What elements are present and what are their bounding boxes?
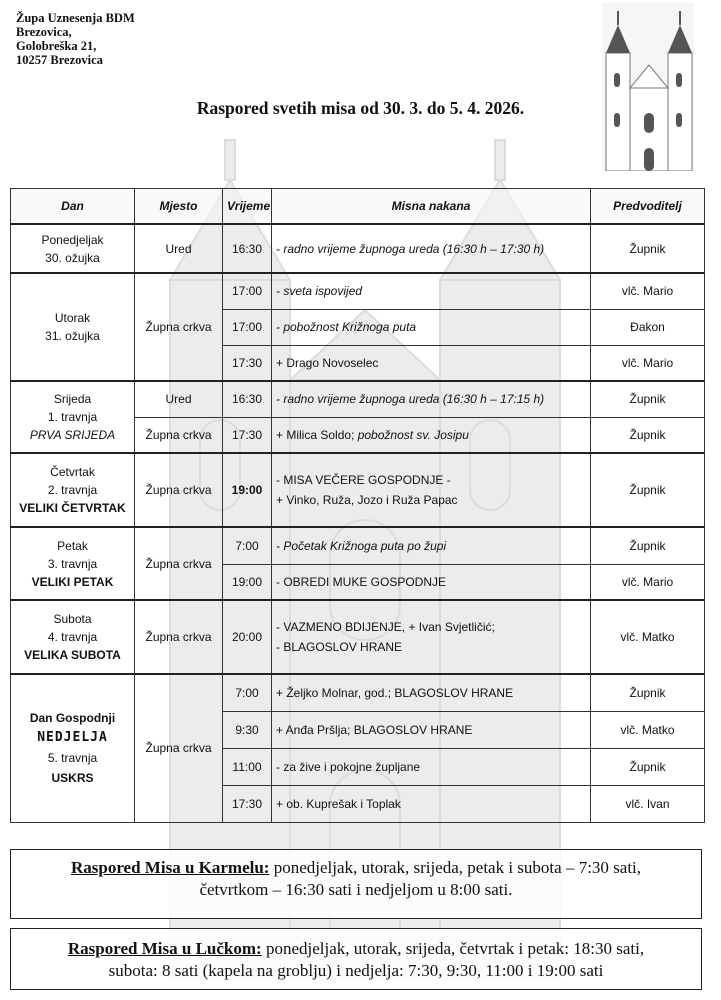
place-cell: Ured	[135, 381, 223, 417]
day-sunday-label: NEDJELJA	[37, 730, 108, 746]
day-cell-friday	[11, 527, 135, 600]
day-name: Dan Gospodnji	[29, 711, 116, 726]
table-row	[11, 381, 705, 417]
time-cell: 17:30	[223, 345, 272, 381]
leader-cell: Župnik	[591, 453, 705, 527]
intent-line: - MISA VEČERE GOSPODNJE -	[276, 473, 451, 487]
intent-line: + Vinko, Ruža, Jozo i Ruža Papac	[276, 493, 458, 507]
table-row	[11, 674, 705, 711]
intent-cell	[272, 600, 591, 674]
leader-cell: Župnik	[591, 417, 705, 453]
leader-cell: Župnik	[591, 748, 705, 785]
day-date: 31. ožujka	[45, 329, 100, 343]
header-predvoditelj: Predvoditelj	[591, 189, 705, 225]
day-note: VELIKA SUBOTA	[24, 648, 121, 662]
header-nakana: Misna nakana	[272, 189, 591, 225]
day-note: VELIKI PETAK	[31, 574, 114, 589]
table-row	[11, 600, 705, 674]
time-cell: 17:00	[223, 273, 272, 309]
time-cell: 7:00	[223, 527, 272, 564]
karmel-label: Raspored Misa u Karmelu:	[70, 858, 270, 877]
time-cell: 17:00	[223, 309, 272, 345]
time-cell: 17:30	[223, 785, 272, 822]
intent-cell: - za žive i pokojne župljane	[272, 748, 591, 785]
leader-cell: Đakon	[591, 309, 705, 345]
intent-cell: + Željko Molnar, god.; BLAGOSLOV HRANE	[272, 674, 591, 711]
day-cell-monday	[11, 224, 135, 273]
mass-schedule-table	[10, 188, 705, 823]
leader-cell: Župnik	[591, 527, 705, 564]
day-date: 1. travnja	[47, 410, 98, 424]
place-cell: Župna crkva	[135, 273, 223, 381]
place-cell: Župna crkva	[135, 674, 223, 822]
time-cell: 16:30	[223, 224, 272, 273]
table-row	[11, 453, 705, 527]
day-cell-wednesday	[11, 381, 135, 453]
day-note: PRVA SRIJEDA	[29, 428, 116, 442]
intent-cell: + Anđa Pršlja; BLAGOSLOV HRANE	[272, 711, 591, 748]
leader-cell: vlč. Matko	[591, 600, 705, 674]
intent-cell: + Drago Novoselec	[272, 345, 591, 381]
day-name: Četvrtak	[50, 465, 95, 479]
time-cell: 20:00	[223, 600, 272, 674]
page-title: Raspored svetih misa od 30. 3. do 5. 4. 2026.	[196, 98, 525, 118]
time-cell: 7:00	[223, 674, 272, 711]
place-cell: Župna crkva	[135, 527, 223, 600]
day-name: Srijeda	[53, 392, 92, 406]
table-header-row	[11, 189, 705, 225]
church-photo	[602, 3, 694, 171]
intent-cell: - Početak Križnoga puta po župi	[272, 527, 591, 564]
parish-town: Brezovica,	[16, 25, 72, 39]
time-cell: 19:00	[223, 564, 272, 600]
table-row	[11, 527, 705, 564]
day-cell-thursday	[11, 453, 135, 527]
day-cell-tuesday	[11, 273, 135, 381]
time-cell: 19:00	[223, 453, 272, 527]
header-vrijeme: Vrijeme	[223, 189, 272, 225]
place-cell: Župna crkva	[135, 600, 223, 674]
place-cell: Ured	[135, 224, 223, 273]
karmel-schedule-box	[10, 849, 702, 919]
place-cell: Župna crkva	[135, 453, 223, 527]
day-date: 4. travnja	[47, 630, 98, 644]
table-row	[11, 273, 705, 309]
lucko-text-1: ponedjeljak, utorak, srijeda, četvrtak i petak: 18:30 sati,	[261, 939, 645, 958]
intent-line: - VAZMENO BDIJENJE, + Ivan Svjetličić;	[276, 620, 495, 634]
parish-address	[16, 11, 135, 67]
leader-cell: Župnik	[591, 381, 705, 417]
day-note: USKRS	[51, 771, 94, 786]
intent-cell: - radno vrijeme župnoga ureda (16:30 h – 17:15 h)	[272, 381, 591, 417]
day-date: 3. travnja	[47, 556, 98, 571]
intent-cell	[272, 453, 591, 527]
header-dan: Dan	[11, 189, 135, 225]
karmel-text-2: četvrtkom – 16:30 sati i nedjeljom u 8:00 sati.	[199, 880, 513, 899]
leader-cell: Župnik	[591, 224, 705, 273]
intent-line: - BLAGOSLOV HRANE	[276, 640, 403, 654]
day-cell-sunday	[11, 674, 135, 822]
time-cell: 9:30	[223, 711, 272, 748]
karmel-text-1: ponedjeljak, utorak, srijeda, petak i subota – 7:30 sati,	[269, 858, 642, 877]
intent-cell: - pobožnost Križnoga puta	[272, 309, 591, 345]
leader-cell: vlč. Mario	[591, 273, 705, 309]
header-mjesto: Mjesto	[135, 189, 223, 225]
day-cell-saturday	[11, 600, 135, 674]
day-date: 30. ožujka	[45, 250, 100, 265]
day-date: 5. travnja	[47, 751, 98, 766]
parish-name: Župa Uznesenja BDM	[16, 11, 135, 25]
lucko-label: Raspored Misa u Lučkom:	[67, 939, 262, 958]
parish-postcode: 10257 Brezovica	[16, 53, 103, 67]
intent-cell: - radno vrijeme župnoga ureda (16:30 h – 17:30 h)	[272, 224, 591, 273]
parish-street: Golobreška 21,	[16, 39, 97, 53]
intent-cell: - sveta ispovijed	[272, 273, 591, 309]
day-name: Utorak	[54, 311, 91, 325]
intent-name: + Milica Soldo;	[276, 427, 358, 442]
intent-cell: - OBREDI MUKE GOSPODNJE	[272, 564, 591, 600]
leader-cell: Župnik	[591, 674, 705, 711]
lucko-text-2: subota: 8 sati (kapela na groblju) i nedjelja: 7:30, 9:30, 11:00 i 19:00 sati	[108, 961, 604, 980]
lucko-schedule-box	[10, 928, 702, 990]
time-cell: 17:30	[223, 417, 272, 453]
day-note: VELIKI ČETVRTAK	[19, 501, 126, 515]
day-name: Petak	[57, 538, 88, 553]
place-cell: Župna crkva	[135, 417, 223, 453]
intent-cell	[272, 417, 591, 453]
intent-devotion: pobožnost sv. Josipu	[357, 427, 469, 442]
table-row	[11, 224, 705, 273]
intent-cell: + ob. Kuprešak i Toplak	[272, 785, 591, 822]
time-cell: 11:00	[223, 748, 272, 785]
day-name: Ponedjeljak	[41, 232, 104, 247]
leader-cell: vlč. Mario	[591, 345, 705, 381]
time-cell: 16:30	[223, 381, 272, 417]
leader-cell: vlč. Ivan	[591, 785, 705, 822]
day-name: Subota	[53, 612, 92, 626]
day-date: 2. travnja	[47, 483, 98, 497]
leader-cell: vlč. Matko	[591, 711, 705, 748]
leader-cell: vlč. Mario	[591, 564, 705, 600]
